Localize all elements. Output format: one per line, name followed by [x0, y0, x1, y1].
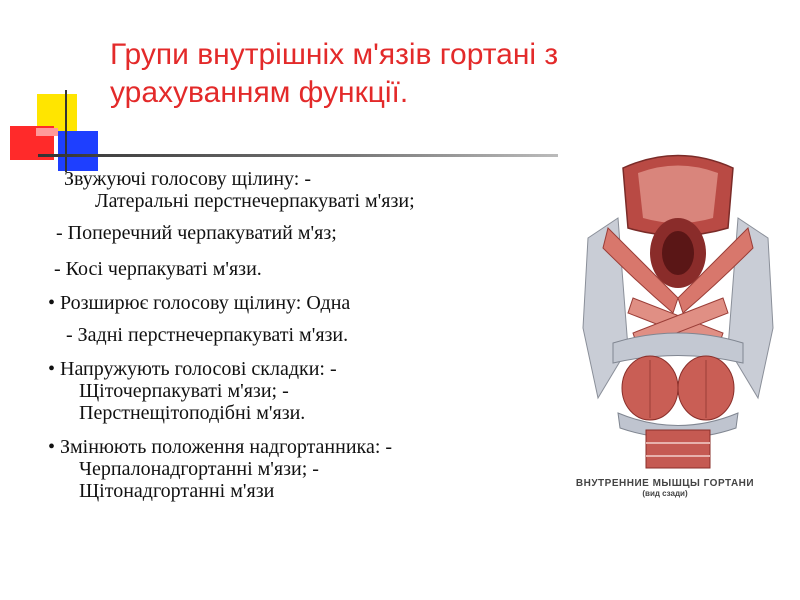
list-item-line: • Напружують голосові складки: -	[48, 358, 337, 380]
list-item-line: Звужуючі голосову щілину: -	[64, 168, 311, 190]
list-item-line: Черпалонадгортанні м'язи; -	[79, 458, 319, 480]
list-item	[48, 358, 337, 424]
decor-vertical-line	[65, 90, 67, 172]
list-item	[64, 168, 415, 212]
list-item	[48, 436, 392, 502]
larynx-muscles-illustration	[578, 148, 778, 470]
list-item-line: • Змінюють положення надгортанника: -	[48, 436, 393, 458]
decor-blue-square	[58, 131, 98, 171]
list-item: - Поперечний черпакуватий м'яз;	[56, 222, 337, 244]
list-item-line: Перстнещітоподібні м'язи.	[79, 402, 306, 424]
list-item-line: Латеральні перстнечерпакуваті м'язи;	[95, 190, 415, 212]
figure-caption-title: ВНУТРЕННИЕ МЫШЦЫ ГОРТАНИ	[575, 478, 755, 489]
list-item: • Розширює голосову щілину: Одна	[48, 292, 351, 314]
list-item-line: Щітонадгортанні м'язи	[79, 480, 275, 502]
list-item: - Косі черпакуваті м'язи.	[54, 258, 262, 280]
list-item: - Задні перстнечерпакуваті м'язи.	[66, 324, 349, 346]
figure-caption-subtitle: (вид сзади)	[642, 489, 688, 498]
decor-horizontal-rule	[38, 154, 558, 157]
figure-caption	[560, 478, 770, 498]
decor-pink-overlap	[36, 128, 58, 136]
list-item-line: Щіточерпакуваті м'язи; -	[79, 380, 289, 402]
slide-title: Групи внутрішніх м'язів гортані з урахуванням функції.	[110, 38, 559, 109]
